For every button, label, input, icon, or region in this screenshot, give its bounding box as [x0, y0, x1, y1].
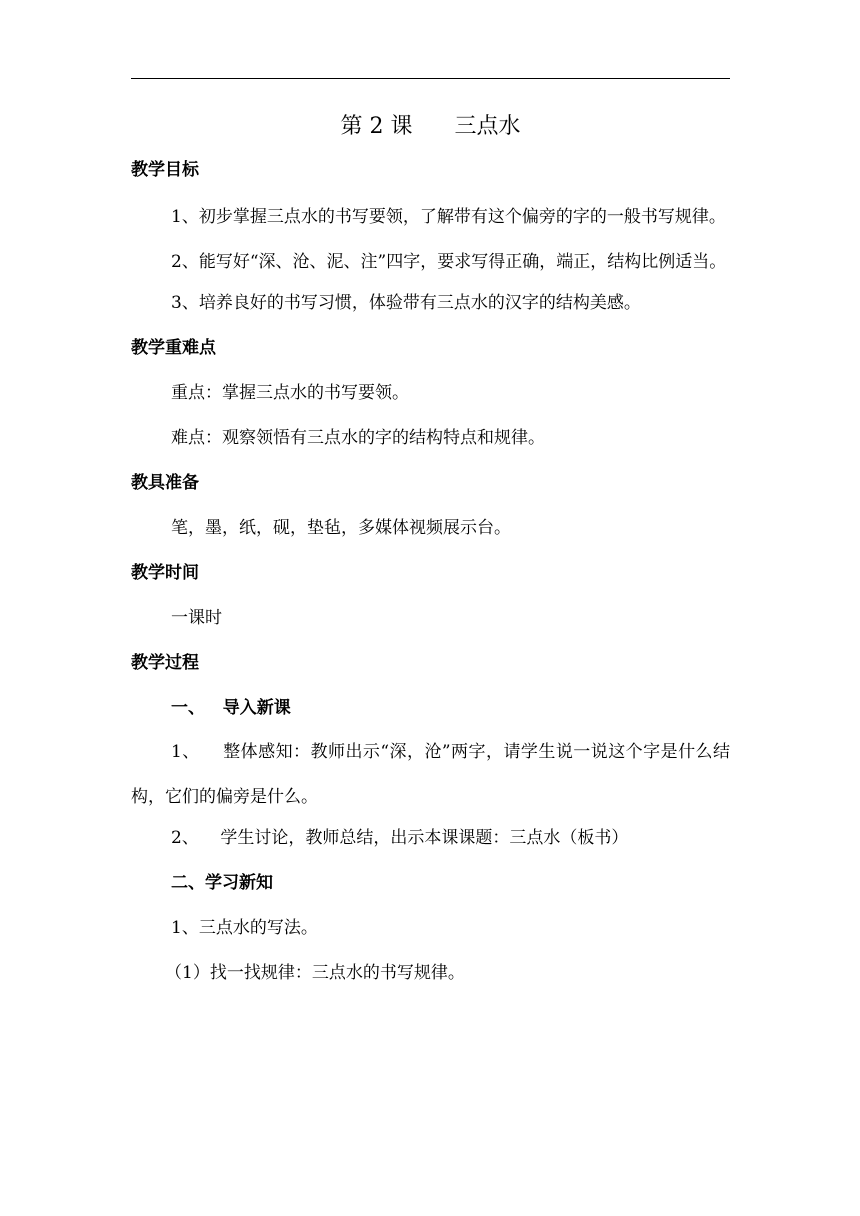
part2-step-1: （1）找一找规律：三点水的书写规律。: [165, 963, 465, 983]
goal-3: 3、培养良好的书写习惯，体验带有三点水的汉字的结构美感。: [171, 293, 641, 313]
goal-2: 2、能写好“深、沧、泥、注”四字，要求写得正确，端正，结构比例适当。: [171, 252, 727, 272]
part1-heading: 一、 导入新课: [171, 698, 291, 718]
tools-heading: 教具准备: [131, 473, 199, 493]
time-text: 一课时: [171, 608, 222, 628]
key-heading: 教学重难点: [131, 338, 216, 358]
part1-item-2: 2、 学生讨论，教师总结，出示本课课题：三点水（板书）: [171, 828, 629, 848]
part2-item-1: 1、三点水的写法。: [171, 918, 318, 938]
process-heading: 教学过程: [131, 653, 199, 673]
difficult-point: 难点：观察领悟有三点水的字的结构特点和规律。: [171, 428, 545, 448]
time-heading: 教学时间: [131, 563, 199, 583]
tools-text: 笔，墨，纸，砚，垫毡，多媒体视频展示台。: [171, 518, 511, 538]
lesson-content: [131, 112, 730, 1004]
part2-heading: 二、学习新知: [171, 873, 273, 893]
header-rule: [131, 78, 730, 79]
lesson-title: 第 2 课 三点水: [340, 114, 521, 139]
goals-heading: 教学目标: [131, 160, 199, 180]
goal-1: 1、初步掌握三点水的书写要领，了解带有这个偏旁的字的一般书写规律。: [171, 207, 726, 227]
part1-item-1: 1、 整体感知：教师出示“深，沧”两字，请学生说一说这个字是什么结构，它们的偏旁是什么。: [131, 742, 730, 807]
key-point: 重点：掌握三点水的书写要领。: [171, 383, 409, 403]
